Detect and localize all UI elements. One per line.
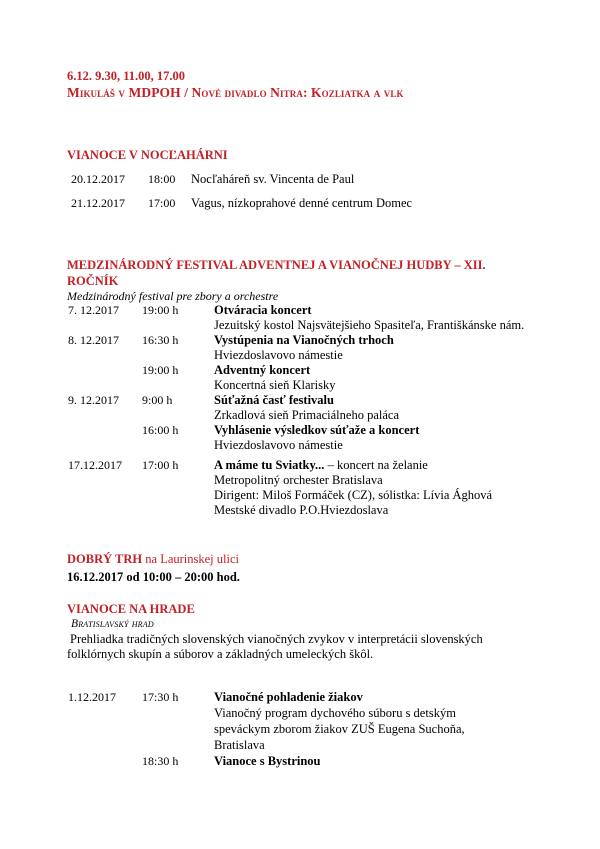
row-venue: Koncertná sieň Klarisky xyxy=(214,378,336,392)
row-venue: Jezuitský kostol Najsvätejšieho Spasiteľa, Františkánske nám. xyxy=(214,318,525,332)
heading-rest-part: na Laurinskej ulici xyxy=(142,552,239,566)
row-time: 16:30 h xyxy=(142,333,179,347)
row-date: 1.12.2017 xyxy=(68,690,116,704)
section-heading-festival-line2: ROČNÍK xyxy=(67,274,119,288)
row-title: Vyhlásenie výsledkov súťaže a koncert xyxy=(214,423,420,437)
section-heading-noclaharni: VIANOCE V NOCĽAHÁRNI xyxy=(67,148,228,162)
top-event-title: Mikuláš v MDPOH / Nové divadlo Nitra: Kozliatka a vlk xyxy=(67,85,404,100)
row-venue: Hviezdoslavovo námestie xyxy=(214,438,343,452)
row-description: Vagus, nízkoprahové denné centrum Domec xyxy=(191,196,413,210)
row-title: Vianoce s Bystrinou xyxy=(214,754,321,768)
heading-bold-part: DOBRÝ TRH xyxy=(67,552,143,566)
section-heading-festival-line1: MEDZINÁRODNÝ FESTIVAL ADVENTNEJ A VIANOČNEJ HUDBY – XII. xyxy=(67,258,486,272)
row-date: 21.12.2017 xyxy=(71,196,125,210)
row-time: 18:00 xyxy=(148,172,176,186)
section-heading-dobry-trh xyxy=(67,551,239,567)
row-title-rest: – koncert na želanie xyxy=(324,458,428,472)
hrad-paragraph-line1: Prehliadka tradičných slovenských vianočných zvykov v interpretácii slovenských xyxy=(70,632,483,646)
hrad-paragraph-line2: folklórnych skupín a súborov a základných umeleckých škôl. xyxy=(67,647,374,661)
row-detail: Bratislava xyxy=(214,738,265,752)
row-date: 20.12.2017 xyxy=(71,172,125,186)
row-date: 17.12.2017 xyxy=(68,458,122,472)
row-detail: Vianočný program dychového súboru s detským xyxy=(214,706,456,720)
row-venue: Mestské divadlo P.O.Hviezdoslava xyxy=(214,503,389,517)
row-time: 16:00 h xyxy=(142,423,179,437)
row-time: 17:30 h xyxy=(142,690,179,704)
row-time: 18:30 h xyxy=(142,754,179,768)
row-detail: speváckym zborom žiakov ZUŠ Eugena Suchoňa, xyxy=(214,722,465,736)
row-title: Adventný koncert xyxy=(214,363,311,377)
row-date: 8. 12.2017 xyxy=(68,333,119,347)
row-description: Nocľaháreň sv. Vincenta de Paul xyxy=(191,172,355,186)
venue-bratislavsky-hrad: Bratislavský hrad xyxy=(71,618,154,630)
row-date: 7. 12.2017 xyxy=(68,303,119,317)
row-detail: Dirigent: Miloš Formáček (CZ), sólistka: Lívia Ághová xyxy=(214,488,493,502)
row-title-bold: A máme tu Sviatky... xyxy=(214,458,325,472)
row-title: Otváracia koncert xyxy=(214,303,312,317)
row-title: Súťažná časť festivalu xyxy=(214,393,334,407)
row-date: 9. 12.2017 xyxy=(68,393,119,407)
festival-subtitle: Medzinárodný festival pre zbory a orchestre xyxy=(67,289,279,303)
row-title: Vianočné pohladenie žiakov xyxy=(214,690,363,704)
row-title: Vystúpenia na Vianočných trhoch xyxy=(214,333,394,347)
top-event-datetime: 6.12. 9.30, 11.00, 17.00 xyxy=(67,69,186,83)
row-detail: Metropolitný orchester Bratislava xyxy=(214,473,383,487)
row-venue: Hviezdoslavovo námestie xyxy=(214,348,343,362)
section-heading-vianoce-na-hrade: VIANOCE NA HRADE xyxy=(67,602,195,616)
row-time: 19:00 h xyxy=(142,363,179,377)
row-time: 17:00 h xyxy=(142,458,179,472)
dobry-trh-date-line: 16.12.2017 od 10:00 – 20:00 hod. xyxy=(67,570,240,584)
row-venue: Zrkadlová sieň Primaciálneho paláca xyxy=(214,408,399,422)
row-time: 17:00 xyxy=(148,196,176,210)
row-time: 19:00 h xyxy=(142,303,179,317)
row-time: 9:00 h xyxy=(142,393,173,407)
